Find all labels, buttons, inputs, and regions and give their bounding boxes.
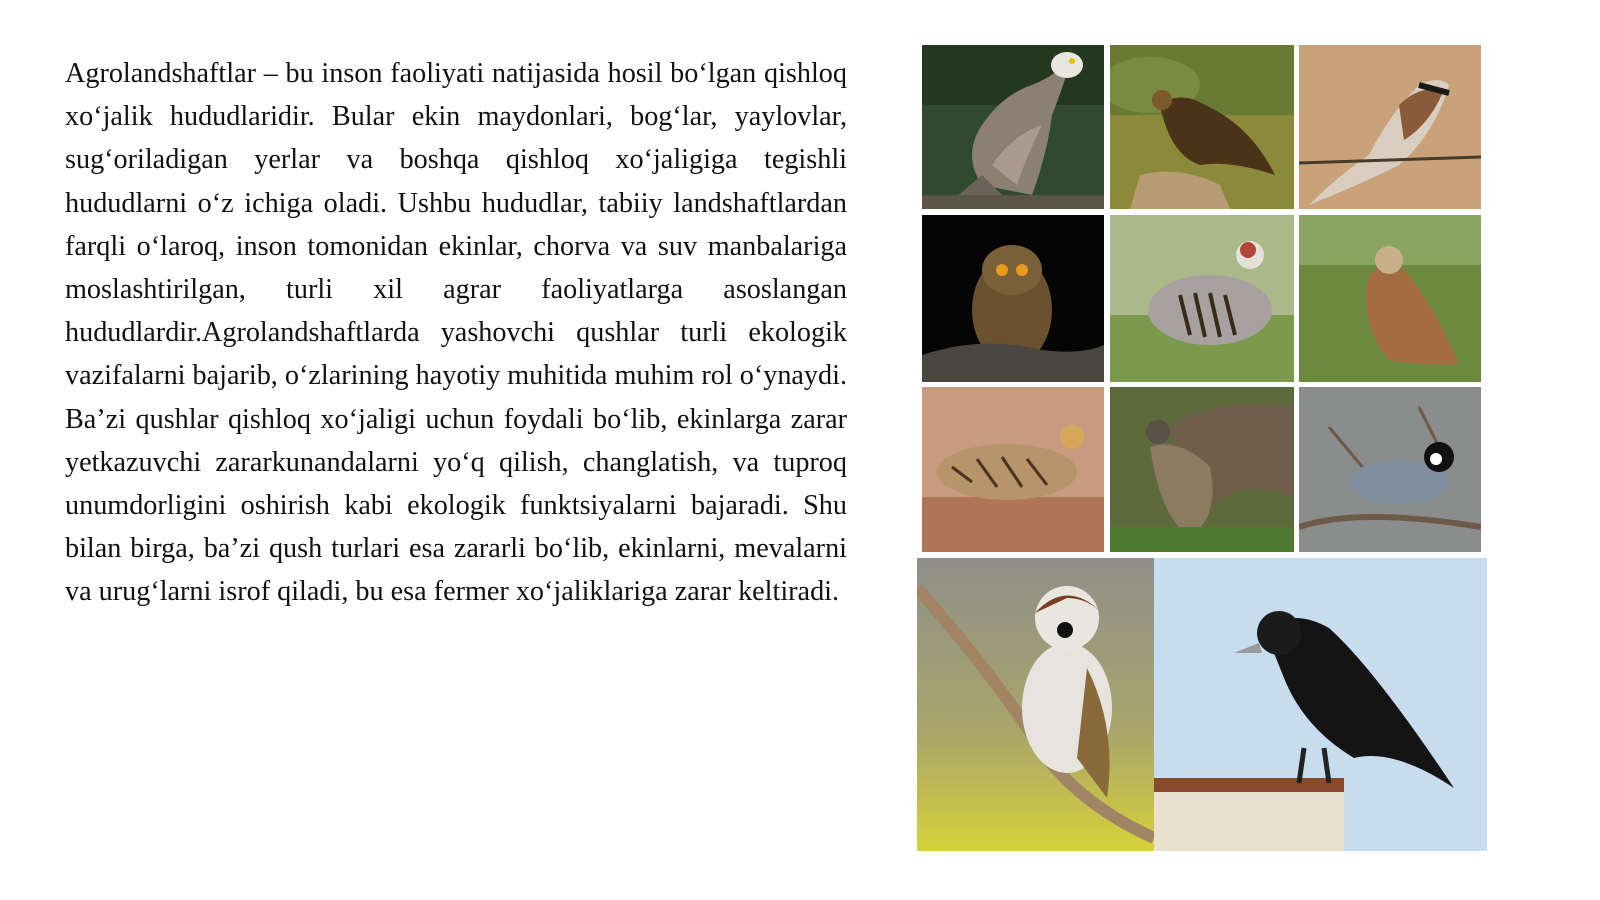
- golden-eagle-photo: [1110, 45, 1294, 209]
- owl-photo: [922, 215, 1104, 382]
- body-paragraph: Agrolandshaftlar – bu inson faoliyati natijasida hosil bo‘lgan qishloq xo‘jalik hududlaridir. Bular ekin maydonlari, bog‘lar, yaylovlar, sug‘oriladigan yerlar va boshqa qishloq xo‘jaligiga tegishli hududlarni o‘z ichiga oladi. Ushbu hududlar, tabiiy landshaftlardan farqli o‘laroq, inson tomonidan ekinlar, chorva va suv manbalariga moslashtirilgan, turli xil agrar faoliyatlarga asoslangan hududlardir.Agrolandshaftlarda yashovchi qushlar turli ekologik vazifalarni bajarib, o‘zlarining hayotiy muhitida muhim rol o‘ynaydi. Ba’zi qushlar qishloq xo‘jaligi uchun foydali bo‘lib, ekinlarga zarar yetkazuvchi zararkunandalarni yo‘q qilish, changlatish, va tuproq unumdorligini oshirish kabi ekologik funktsiyalarni bajaradi. Shu bilan birga, ba’zi qush turlari esa zararli bo‘lib, ekinlarni, mevalarni va urug‘larni isrof qiladi, bu esa fermer xo‘jaliklariga zarar keltiradi.: [65, 58, 847, 608]
- shrike-photo: [1299, 45, 1481, 209]
- buzzard-photo: [1299, 215, 1481, 382]
- goshawk-photo: [1110, 387, 1294, 552]
- eagle-photo: [922, 45, 1104, 209]
- sparrow-photo: [917, 558, 1154, 851]
- great-tit-photo: [1299, 387, 1481, 552]
- rook-photo: [1154, 558, 1487, 851]
- partridge-photo: [1110, 215, 1294, 382]
- sandgrouse-photo: [922, 387, 1104, 552]
